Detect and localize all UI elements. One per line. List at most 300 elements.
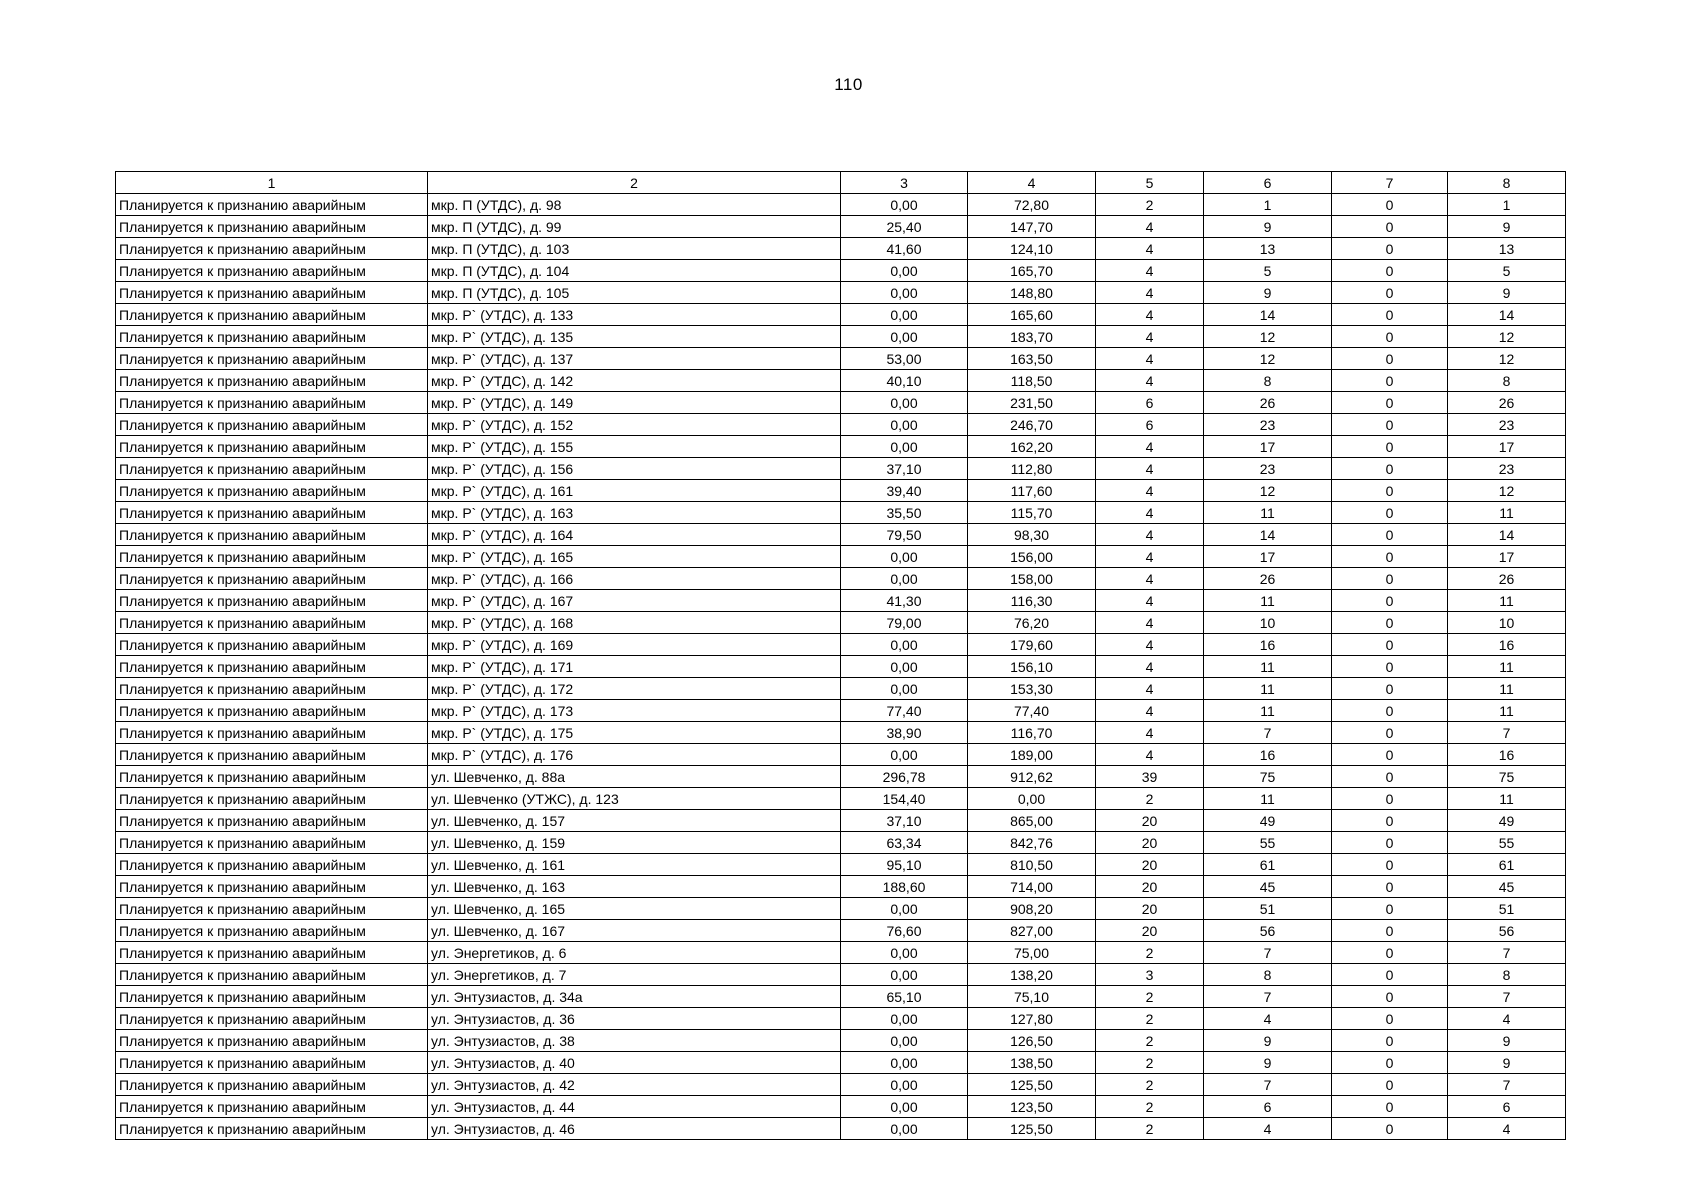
area-cell: 154,40	[841, 788, 968, 810]
col7-cell: 0	[1332, 238, 1448, 260]
col5-cell: 4	[1096, 480, 1204, 502]
col8-cell: 51	[1448, 898, 1566, 920]
col7-cell: 0	[1332, 1008, 1448, 1030]
col5-cell: 4	[1096, 370, 1204, 392]
col6-cell: 75	[1204, 766, 1332, 788]
header-row	[116, 172, 1566, 194]
address-cell: мкр. П (УТДС), д. 103	[428, 238, 841, 260]
col7-cell: 0	[1332, 1030, 1448, 1052]
table-row	[116, 392, 1566, 414]
status-cell: Планируется к признанию аварийным	[116, 1008, 428, 1030]
column-header: 7	[1332, 172, 1448, 194]
col8-cell: 12	[1448, 326, 1566, 348]
total-area-cell: 125,50	[968, 1074, 1096, 1096]
area-cell: 296,78	[841, 766, 968, 788]
total-area-cell: 147,70	[968, 216, 1096, 238]
col7-cell: 0	[1332, 282, 1448, 304]
col6-cell: 16	[1204, 744, 1332, 766]
col5-cell: 4	[1096, 260, 1204, 282]
total-area-cell: 165,60	[968, 304, 1096, 326]
area-cell: 38,90	[841, 722, 968, 744]
area-cell: 40,10	[841, 370, 968, 392]
address-cell: ул. Шевченко, д. 159	[428, 832, 841, 854]
status-cell: Планируется к признанию аварийным	[116, 282, 428, 304]
table-row	[116, 766, 1566, 788]
col8-cell: 16	[1448, 744, 1566, 766]
col6-cell: 14	[1204, 304, 1332, 326]
table-row	[116, 612, 1566, 634]
table-row	[116, 678, 1566, 700]
area-cell: 0,00	[841, 1096, 968, 1118]
table-row	[116, 502, 1566, 524]
address-cell: мкр. Р` (УТДС), д. 164	[428, 524, 841, 546]
col8-cell: 14	[1448, 524, 1566, 546]
col8-cell: 11	[1448, 678, 1566, 700]
col8-cell: 8	[1448, 370, 1566, 392]
area-cell: 25,40	[841, 216, 968, 238]
status-cell: Планируется к признанию аварийным	[116, 414, 428, 436]
total-area-cell: 842,76	[968, 832, 1096, 854]
col5-cell: 4	[1096, 304, 1204, 326]
col8-cell: 14	[1448, 304, 1566, 326]
table-row	[116, 524, 1566, 546]
address-cell: ул. Энтузиастов, д. 46	[428, 1118, 841, 1140]
total-area-cell: 231,50	[968, 392, 1096, 414]
status-cell: Планируется к признанию аварийным	[116, 238, 428, 260]
status-cell: Планируется к признанию аварийным	[116, 216, 428, 238]
area-cell: 0,00	[841, 392, 968, 414]
col6-cell: 17	[1204, 436, 1332, 458]
status-cell: Планируется к признанию аварийным	[116, 480, 428, 502]
col5-cell: 2	[1096, 1008, 1204, 1030]
status-cell: Планируется к признанию аварийным	[116, 458, 428, 480]
address-cell: мкр. Р` (УТДС), д. 137	[428, 348, 841, 370]
address-cell: ул. Энергетиков, д. 7	[428, 964, 841, 986]
area-cell: 0,00	[841, 414, 968, 436]
area-cell: 0,00	[841, 568, 968, 590]
status-cell: Планируется к признанию аварийным	[116, 260, 428, 282]
col8-cell: 10	[1448, 612, 1566, 634]
area-cell: 0,00	[841, 744, 968, 766]
total-area-cell: 148,80	[968, 282, 1096, 304]
area-cell: 0,00	[841, 678, 968, 700]
col7-cell: 0	[1332, 370, 1448, 392]
col8-cell: 7	[1448, 942, 1566, 964]
status-cell: Планируется к признанию аварийным	[116, 1118, 428, 1140]
col8-cell: 13	[1448, 238, 1566, 260]
total-area-cell: 189,00	[968, 744, 1096, 766]
address-cell: ул. Шевченко, д. 161	[428, 854, 841, 876]
col5-cell: 39	[1096, 766, 1204, 788]
col5-cell: 4	[1096, 348, 1204, 370]
status-cell: Планируется к признанию аварийным	[116, 876, 428, 898]
col5-cell: 3	[1096, 964, 1204, 986]
total-area-cell: 117,60	[968, 480, 1096, 502]
status-cell: Планируется к признанию аварийным	[116, 810, 428, 832]
col6-cell: 26	[1204, 392, 1332, 414]
col7-cell: 0	[1332, 590, 1448, 612]
total-area-cell: 77,40	[968, 700, 1096, 722]
total-area-cell: 827,00	[968, 920, 1096, 942]
status-cell: Планируется к признанию аварийным	[116, 854, 428, 876]
table-row	[116, 744, 1566, 766]
status-cell: Планируется к признанию аварийным	[116, 568, 428, 590]
col8-cell: 9	[1448, 1030, 1566, 1052]
status-cell: Планируется к признанию аварийным	[116, 964, 428, 986]
col7-cell: 0	[1332, 348, 1448, 370]
status-cell: Планируется к признанию аварийным	[116, 788, 428, 810]
col5-cell: 6	[1096, 414, 1204, 436]
address-cell: мкр. П (УТДС), д. 98	[428, 194, 841, 216]
col6-cell: 14	[1204, 524, 1332, 546]
col6-cell: 12	[1204, 480, 1332, 502]
status-cell: Планируется к признанию аварийным	[116, 348, 428, 370]
col8-cell: 16	[1448, 634, 1566, 656]
col5-cell: 2	[1096, 1074, 1204, 1096]
col7-cell: 0	[1332, 678, 1448, 700]
area-cell: 188,60	[841, 876, 968, 898]
total-area-cell: 123,50	[968, 1096, 1096, 1118]
col8-cell: 6	[1448, 1096, 1566, 1118]
address-cell: мкр. Р` (УТДС), д. 167	[428, 590, 841, 612]
col5-cell: 2	[1096, 1118, 1204, 1140]
table-row	[116, 700, 1566, 722]
address-cell: ул. Шевченко, д. 167	[428, 920, 841, 942]
address-cell: мкр. П (УТДС), д. 105	[428, 282, 841, 304]
col7-cell: 0	[1332, 1096, 1448, 1118]
col5-cell: 4	[1096, 700, 1204, 722]
address-cell: мкр. П (УТДС), д. 99	[428, 216, 841, 238]
col7-cell: 0	[1332, 656, 1448, 678]
status-cell: Планируется к признанию аварийным	[116, 546, 428, 568]
col7-cell: 0	[1332, 436, 1448, 458]
address-cell: ул. Энтузиастов, д. 36	[428, 1008, 841, 1030]
col7-cell: 0	[1332, 898, 1448, 920]
col6-cell: 11	[1204, 700, 1332, 722]
table-row	[116, 1074, 1566, 1096]
table-row	[116, 260, 1566, 282]
total-area-cell: 116,70	[968, 722, 1096, 744]
col7-cell: 0	[1332, 964, 1448, 986]
status-cell: Планируется к признанию аварийным	[116, 942, 428, 964]
col5-cell: 2	[1096, 788, 1204, 810]
column-header: 3	[841, 172, 968, 194]
area-cell: 0,00	[841, 194, 968, 216]
table-row	[116, 348, 1566, 370]
address-cell: ул. Шевченко, д. 165	[428, 898, 841, 920]
col5-cell: 4	[1096, 326, 1204, 348]
col6-cell: 11	[1204, 788, 1332, 810]
col7-cell: 0	[1332, 1118, 1448, 1140]
address-cell: мкр. Р` (УТДС), д. 176	[428, 744, 841, 766]
col7-cell: 0	[1332, 392, 1448, 414]
status-cell: Планируется к признанию аварийным	[116, 656, 428, 678]
col8-cell: 4	[1448, 1008, 1566, 1030]
col7-cell: 0	[1332, 986, 1448, 1008]
col7-cell: 0	[1332, 854, 1448, 876]
area-cell: 79,00	[841, 612, 968, 634]
status-cell: Планируется к признанию аварийным	[116, 1052, 428, 1074]
table-row	[116, 1052, 1566, 1074]
col6-cell: 45	[1204, 876, 1332, 898]
col8-cell: 7	[1448, 986, 1566, 1008]
total-area-cell: 153,30	[968, 678, 1096, 700]
address-cell: ул. Шевченко, д. 163	[428, 876, 841, 898]
address-cell: мкр. Р` (УТДС), д. 173	[428, 700, 841, 722]
col8-cell: 8	[1448, 964, 1566, 986]
table-row	[116, 1008, 1566, 1030]
total-area-cell: 156,10	[968, 656, 1096, 678]
col7-cell: 0	[1332, 260, 1448, 282]
col7-cell: 0	[1332, 194, 1448, 216]
status-cell: Планируется к признанию аварийным	[116, 920, 428, 942]
area-cell: 63,34	[841, 832, 968, 854]
col5-cell: 4	[1096, 238, 1204, 260]
total-area-cell: 138,50	[968, 1052, 1096, 1074]
address-cell: ул. Шевченко, д. 88а	[428, 766, 841, 788]
col7-cell: 0	[1332, 876, 1448, 898]
col5-cell: 4	[1096, 502, 1204, 524]
col8-cell: 7	[1448, 1074, 1566, 1096]
total-area-cell: 158,00	[968, 568, 1096, 590]
col7-cell: 0	[1332, 832, 1448, 854]
total-area-cell: 714,00	[968, 876, 1096, 898]
col5-cell: 4	[1096, 216, 1204, 238]
total-area-cell: 125,50	[968, 1118, 1096, 1140]
table-row	[116, 590, 1566, 612]
area-cell: 0,00	[841, 1052, 968, 1074]
total-area-cell: 112,80	[968, 458, 1096, 480]
col7-cell: 0	[1332, 458, 1448, 480]
col6-cell: 1	[1204, 194, 1332, 216]
total-area-cell: 0,00	[968, 788, 1096, 810]
total-area-cell: 165,70	[968, 260, 1096, 282]
address-cell: ул. Энтузиастов, д. 40	[428, 1052, 841, 1074]
area-cell: 0,00	[841, 1118, 968, 1140]
status-cell: Планируется к признанию аварийным	[116, 1096, 428, 1118]
address-cell: мкр. Р` (УТДС), д. 149	[428, 392, 841, 414]
table-row	[116, 920, 1566, 942]
col8-cell: 9	[1448, 1052, 1566, 1074]
col5-cell: 2	[1096, 986, 1204, 1008]
col8-cell: 12	[1448, 348, 1566, 370]
col7-cell: 0	[1332, 414, 1448, 436]
address-cell: мкр. Р` (УТДС), д. 163	[428, 502, 841, 524]
col5-cell: 4	[1096, 656, 1204, 678]
table-row	[116, 898, 1566, 920]
total-area-cell: 179,60	[968, 634, 1096, 656]
col6-cell: 4	[1204, 1008, 1332, 1030]
col6-cell: 7	[1204, 1074, 1332, 1096]
address-cell: мкр. Р` (УТДС), д. 142	[428, 370, 841, 392]
address-cell: мкр. Р` (УТДС), д. 172	[428, 678, 841, 700]
status-cell: Планируется к признанию аварийным	[116, 304, 428, 326]
address-cell: мкр. Р` (УТДС), д. 168	[428, 612, 841, 634]
col5-cell: 4	[1096, 282, 1204, 304]
col5-cell: 2	[1096, 1052, 1204, 1074]
col7-cell: 0	[1332, 502, 1448, 524]
status-cell: Планируется к признанию аварийным	[116, 700, 428, 722]
status-cell: Планируется к признанию аварийным	[116, 524, 428, 546]
total-area-cell: 75,00	[968, 942, 1096, 964]
area-cell: 0,00	[841, 304, 968, 326]
table-row	[116, 1118, 1566, 1140]
col5-cell: 4	[1096, 436, 1204, 458]
col6-cell: 26	[1204, 568, 1332, 590]
address-cell: мкр. Р` (УТДС), д. 161	[428, 480, 841, 502]
col5-cell: 4	[1096, 612, 1204, 634]
status-cell: Планируется к признанию аварийным	[116, 744, 428, 766]
col5-cell: 20	[1096, 854, 1204, 876]
col7-cell: 0	[1332, 788, 1448, 810]
table-row	[116, 656, 1566, 678]
address-cell: мкр. Р` (УТДС), д. 152	[428, 414, 841, 436]
address-cell: ул. Шевченко (УТЖС), д. 123	[428, 788, 841, 810]
status-cell: Планируется к признанию аварийным	[116, 392, 428, 414]
table-row	[116, 942, 1566, 964]
col7-cell: 0	[1332, 1074, 1448, 1096]
area-cell: 37,10	[841, 458, 968, 480]
table-row	[116, 546, 1566, 568]
total-area-cell: 865,00	[968, 810, 1096, 832]
col6-cell: 51	[1204, 898, 1332, 920]
status-cell: Планируется к признанию аварийным	[116, 832, 428, 854]
col7-cell: 0	[1332, 722, 1448, 744]
total-area-cell: 162,20	[968, 436, 1096, 458]
col8-cell: 7	[1448, 722, 1566, 744]
col6-cell: 23	[1204, 414, 1332, 436]
table-row	[116, 722, 1566, 744]
area-cell: 0,00	[841, 326, 968, 348]
col7-cell: 0	[1332, 700, 1448, 722]
table-row	[116, 634, 1566, 656]
col7-cell: 0	[1332, 480, 1448, 502]
col5-cell: 4	[1096, 744, 1204, 766]
col7-cell: 0	[1332, 810, 1448, 832]
col7-cell: 0	[1332, 524, 1448, 546]
col7-cell: 0	[1332, 612, 1448, 634]
col6-cell: 9	[1204, 1052, 1332, 1074]
total-area-cell: 126,50	[968, 1030, 1096, 1052]
table-row	[116, 282, 1566, 304]
table-row	[116, 986, 1566, 1008]
total-area-cell: 76,20	[968, 612, 1096, 634]
col7-cell: 0	[1332, 744, 1448, 766]
area-cell: 0,00	[841, 282, 968, 304]
status-cell: Планируется к признанию аварийным	[116, 436, 428, 458]
total-area-cell: 163,50	[968, 348, 1096, 370]
status-cell: Планируется к признанию аварийным	[116, 612, 428, 634]
total-area-cell: 75,10	[968, 986, 1096, 1008]
status-cell: Планируется к признанию аварийным	[116, 898, 428, 920]
col5-cell: 4	[1096, 524, 1204, 546]
table-row	[116, 832, 1566, 854]
column-header: 8	[1448, 172, 1566, 194]
col5-cell: 4	[1096, 546, 1204, 568]
table-row	[116, 414, 1566, 436]
area-cell: 0,00	[841, 260, 968, 282]
col8-cell: 9	[1448, 282, 1566, 304]
col6-cell: 9	[1204, 282, 1332, 304]
col6-cell: 13	[1204, 238, 1332, 260]
table-row	[116, 876, 1566, 898]
col6-cell: 9	[1204, 216, 1332, 238]
col5-cell: 4	[1096, 590, 1204, 612]
area-cell: 0,00	[841, 1008, 968, 1030]
col8-cell: 49	[1448, 810, 1566, 832]
status-cell: Планируется к признанию аварийным	[116, 722, 428, 744]
col6-cell: 7	[1204, 722, 1332, 744]
table-row	[116, 964, 1566, 986]
col6-cell: 12	[1204, 348, 1332, 370]
col6-cell: 11	[1204, 502, 1332, 524]
area-cell: 95,10	[841, 854, 968, 876]
area-cell: 77,40	[841, 700, 968, 722]
total-area-cell: 127,80	[968, 1008, 1096, 1030]
col6-cell: 11	[1204, 590, 1332, 612]
col6-cell: 11	[1204, 656, 1332, 678]
column-header: 1	[116, 172, 428, 194]
col8-cell: 26	[1448, 568, 1566, 590]
col6-cell: 8	[1204, 964, 1332, 986]
column-header: 5	[1096, 172, 1204, 194]
column-header: 6	[1204, 172, 1332, 194]
col6-cell: 8	[1204, 370, 1332, 392]
table-row	[116, 458, 1566, 480]
col8-cell: 11	[1448, 700, 1566, 722]
col6-cell: 16	[1204, 634, 1332, 656]
col5-cell: 20	[1096, 920, 1204, 942]
col6-cell: 7	[1204, 986, 1332, 1008]
total-area-cell: 908,20	[968, 898, 1096, 920]
col6-cell: 7	[1204, 942, 1332, 964]
col8-cell: 11	[1448, 656, 1566, 678]
col8-cell: 45	[1448, 876, 1566, 898]
table-row	[116, 854, 1566, 876]
col8-cell: 1	[1448, 194, 1566, 216]
col8-cell: 4	[1448, 1118, 1566, 1140]
col5-cell: 4	[1096, 722, 1204, 744]
address-cell: мкр. Р` (УТДС), д. 156	[428, 458, 841, 480]
col5-cell: 20	[1096, 876, 1204, 898]
col7-cell: 0	[1332, 920, 1448, 942]
col5-cell: 2	[1096, 194, 1204, 216]
col8-cell: 26	[1448, 392, 1566, 414]
col7-cell: 0	[1332, 942, 1448, 964]
total-area-cell: 72,80	[968, 194, 1096, 216]
address-cell: мкр. Р` (УТДС), д. 165	[428, 546, 841, 568]
table-row	[116, 238, 1566, 260]
col8-cell: 11	[1448, 788, 1566, 810]
total-area-cell: 118,50	[968, 370, 1096, 392]
housing-table	[115, 171, 1566, 1140]
area-cell: 0,00	[841, 634, 968, 656]
table-row	[116, 216, 1566, 238]
status-cell: Планируется к признанию аварийным	[116, 1030, 428, 1052]
col6-cell: 10	[1204, 612, 1332, 634]
col7-cell: 0	[1332, 304, 1448, 326]
col7-cell: 0	[1332, 634, 1448, 656]
col6-cell: 56	[1204, 920, 1332, 942]
status-cell: Планируется к признанию аварийным	[116, 986, 428, 1008]
area-cell: 39,40	[841, 480, 968, 502]
total-area-cell: 156,00	[968, 546, 1096, 568]
col6-cell: 5	[1204, 260, 1332, 282]
col5-cell: 4	[1096, 458, 1204, 480]
col6-cell: 9	[1204, 1030, 1332, 1052]
col6-cell: 11	[1204, 678, 1332, 700]
status-cell: Планируется к признанию аварийным	[116, 766, 428, 788]
